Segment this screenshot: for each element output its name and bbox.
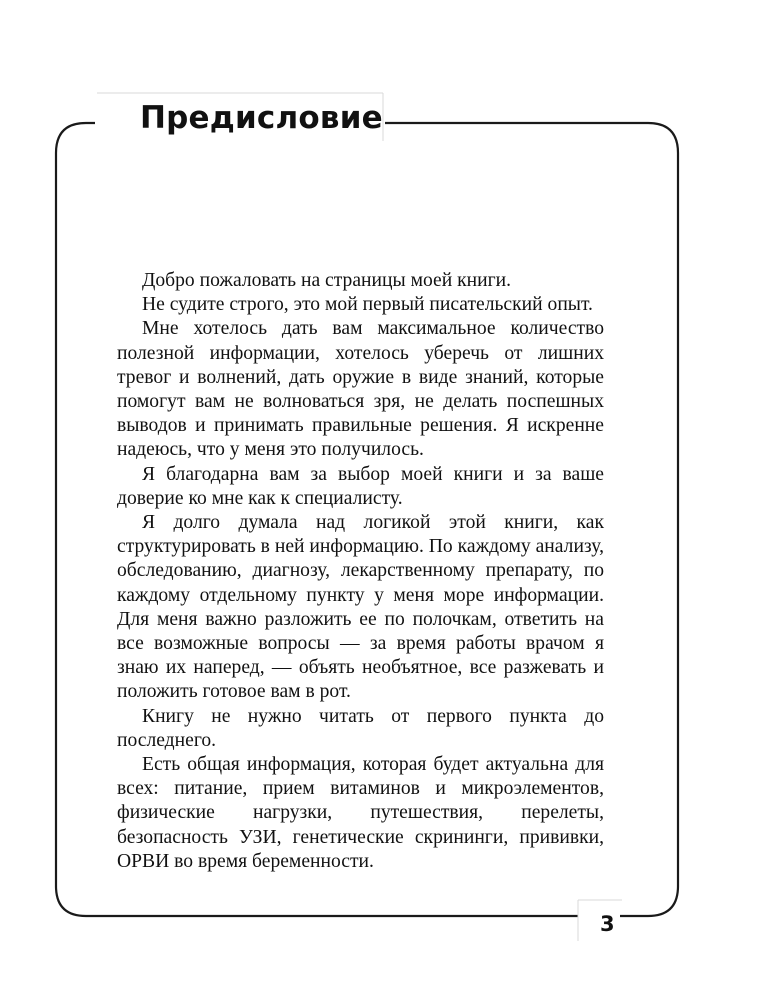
paragraph: Добро пожаловать на страницы моей книги. — [142, 270, 511, 291]
paragraph: Есть общая информация, которая будет актуальна для всех: питание, прием витаминов и микроэлементов, физические нагрузки, путешествия, перелеты, безопасность УЗИ, генетические скрининги, прививки, ОРВИ во время беременности. — [117, 754, 604, 872]
paragraph: Я благодарна вам за выбор моей книги и за ваше доверие ко мне как к специалисту. — [117, 463, 604, 509]
body-text — [117, 269, 604, 874]
chapter-title: Предисловие — [140, 100, 383, 136]
paragraph: Не судите строго, это мой первый писательский опыт. — [142, 294, 593, 316]
page-number: 3 — [600, 912, 615, 936]
paragraph: Я долго думала над логикой этой книги, как структурировать в ней информацию. По каждому анализу, обследованию, диагнозу, лекарственному препарату, по каждому отдельному пункту у меня море информации. Для меня важно разложить ее по полочкам, ответить на все возможные вопросы — за время работы врачом я знаю их наперед, — объять необъятное, все разжевать и положить готовое вам в рот. — [117, 512, 604, 703]
paragraph: Книгу не нужно читать от первого пункта до последнего. — [117, 705, 604, 751]
paragraph: Мне хотелось дать вам максимальное количество полезной информации, хотелось уберечь от лишних тревог и волнений, дать оружие в виде знаний, которые помогут вам не волноваться зря, не делать поспешных выводов и принимать правильные решения. Я искренне надеюсь, что у меня это получилось. — [117, 318, 604, 461]
